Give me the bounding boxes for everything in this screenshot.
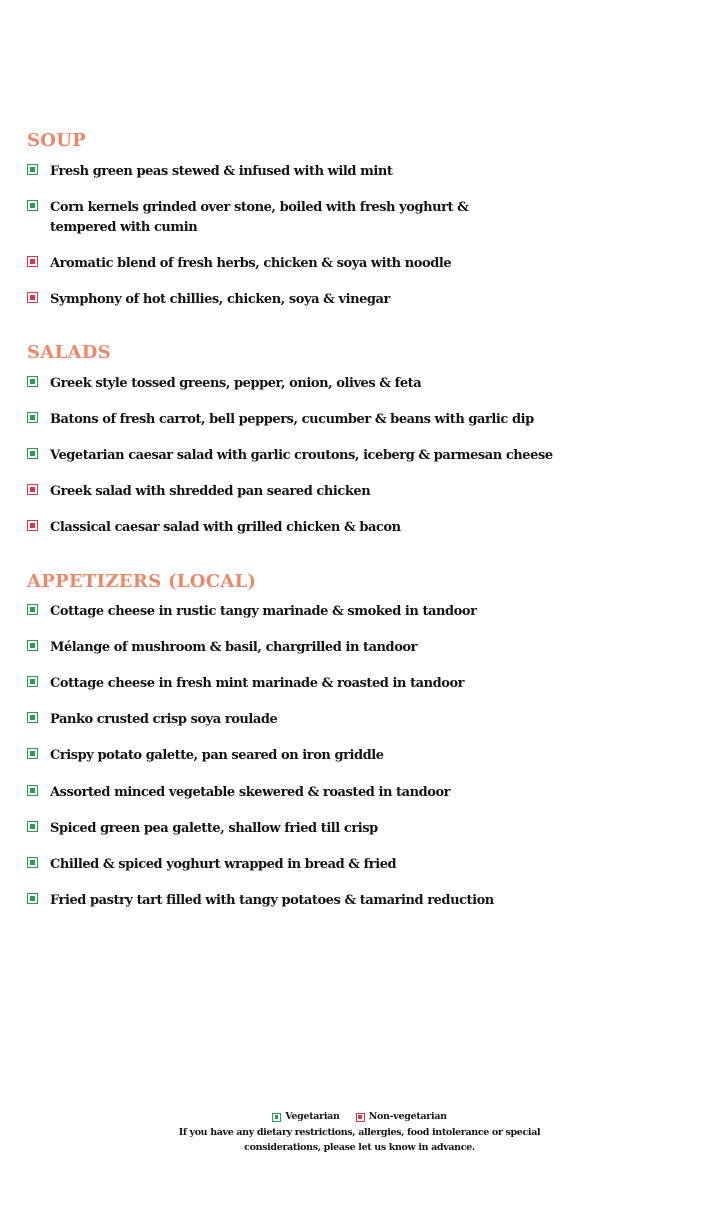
veg-icon <box>27 376 38 387</box>
non-veg-icon <box>27 292 38 303</box>
item-text: Greek style tossed greens, pepper, onion, olives & feta <box>50 376 422 391</box>
item-text: Fried pastry tart filled with tangy potatoes & tamarind reduction <box>50 893 494 908</box>
section-title: SALADS <box>27 342 111 363</box>
veg-icon <box>272 1113 281 1122</box>
item-text: Assorted minced vegetable skewered & roasted in tandoor <box>50 785 451 800</box>
item-text: Vegetarian caesar salad with garlic croutons, iceberg & parmesan cheese <box>50 448 553 463</box>
item-text: Cottage cheese in rustic tangy marinade & smoked in tandoor <box>50 604 477 619</box>
item-text: Mélange of mushroom & basil, chargrilled in tandoor <box>50 640 418 655</box>
veg-icon <box>27 604 38 615</box>
veg-icon <box>27 164 38 175</box>
veg-icon <box>27 748 38 759</box>
item-text: Symphony of hot chillies, chicken, soya & vinegar <box>50 292 390 307</box>
veg-icon <box>27 640 38 651</box>
item-text: Panko crusted crisp soya roulade <box>50 712 278 727</box>
legend-veg-label: Vegetarian <box>285 1111 340 1122</box>
item-text: Classical caesar salad with grilled chicken & bacon <box>50 520 401 535</box>
legend <box>0 1110 719 1124</box>
section-title: SOUP <box>27 130 87 151</box>
veg-icon <box>27 200 38 211</box>
veg-icon <box>27 821 38 832</box>
legend-nonveg-label: Non-vegetarian <box>368 1111 447 1122</box>
item-text: Greek salad with shredded pan seared chicken <box>50 484 371 499</box>
item-text: Crispy potato galette, pan seared on iron griddle <box>50 748 384 763</box>
non-veg-icon <box>27 256 38 267</box>
item-text: Corn kernels grinded over stone, boiled with fresh yoghurt & tempered with cumin <box>50 200 469 235</box>
item-text: Fresh green peas stewed & infused with wild mint <box>50 164 393 179</box>
item-text: Cottage cheese in fresh mint marinade & roasted in tandoor <box>50 676 465 691</box>
veg-icon <box>27 712 38 723</box>
item-text: Batons of fresh carrot, bell peppers, cucumber & beans with garlic dip <box>50 412 534 427</box>
legend-nonveg <box>356 1110 447 1124</box>
veg-icon <box>27 412 38 423</box>
legend-veg <box>272 1110 339 1124</box>
veg-icon <box>27 785 38 796</box>
section-title: APPETIZERS (LOCAL) <box>27 571 257 592</box>
item-text: Aromatic blend of fresh herbs, chicken & soya with noodle <box>50 256 452 271</box>
veg-icon <box>27 676 38 687</box>
item-text: Spiced green pea galette, shallow fried till crisp <box>50 821 378 836</box>
non-veg-icon <box>356 1113 365 1122</box>
veg-icon <box>27 893 38 904</box>
footer <box>0 1110 719 1155</box>
item-text: Chilled & spiced yoghurt wrapped in bread & fried <box>50 857 397 872</box>
non-veg-icon <box>27 484 38 495</box>
non-veg-icon <box>27 520 38 531</box>
veg-icon <box>27 857 38 868</box>
dietary-note: If you have any dietary restrictions, allergies, food intolerance or special considerations, please let us know in advance. <box>178 1127 541 1153</box>
veg-icon <box>27 448 38 459</box>
